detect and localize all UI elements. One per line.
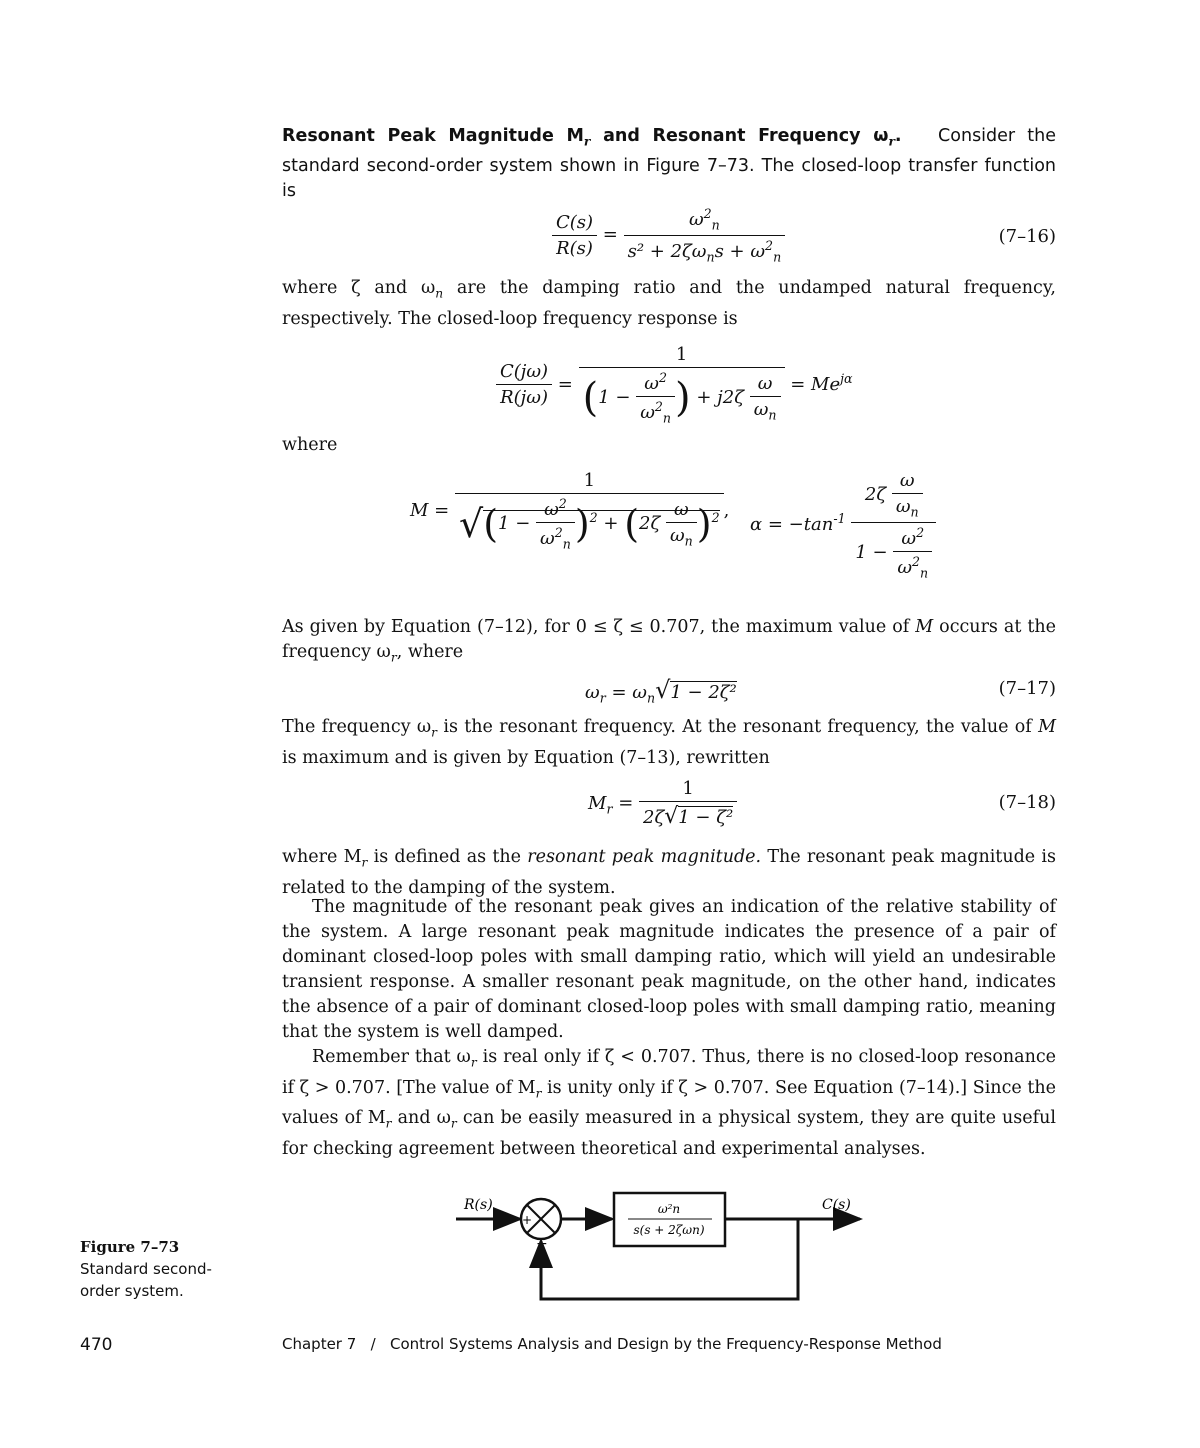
equation-7-18: $M_r$ = $\frac{1}{\text{2ζ√1 − ζ²}}$ bbox=[588, 778, 737, 829]
block-numerator: ω²n bbox=[657, 1202, 681, 1216]
page-number: 470 bbox=[80, 1335, 113, 1355]
paragraph-where: where bbox=[282, 435, 338, 455]
equation-number-7-17: (7–17) bbox=[998, 678, 1056, 699]
intro-text: Consider the standard second-order system shown in Figure 7–73. The closed-loop transfer function is bbox=[282, 126, 1056, 201]
paragraph-resonant-frequency: The frequency $\omega_r$ is the resonant frequency. At the resonant frequency, the value of M is maximum and is given by Equation (7–13), rewritten bbox=[282, 717, 1057, 768]
equation-number-7-16: (7–16) bbox=[998, 226, 1056, 247]
output-label: C(s) bbox=[822, 1197, 851, 1213]
section-heading: Resonant Peak Magnitude $M_r$ and Resonant Frequency $\omega_r$. bbox=[282, 126, 902, 149]
block-diagram bbox=[450, 1185, 880, 1310]
paragraph-resonant-peak: where $M_r$ is defined as the resonant peak magnitude. The resonant peak magnitude is related to the damping of the system. bbox=[282, 847, 1056, 898]
intro-paragraph bbox=[282, 124, 1056, 204]
paragraph-max-value: As given by Equation (7–12), for 0 ≤ ζ ≤ 0.707, the maximum value of M occurs at the frequency $\omega_r$, where bbox=[282, 617, 1056, 665]
equation-7-16: $\frac{C(s)}{R(s)}$ = $\frac{\omega^2_n}{s^2 + 2\zeta\omega_ns + \omega^2_n}$ bbox=[552, 206, 785, 264]
paragraph-damping: where ζ and $\omega_n$ are the damping ratio and the undamped natural frequency, respectively. The closed-loop frequency response is bbox=[282, 278, 1056, 329]
chapter-title: Control Systems Analysis and Design by the Frequency-Response Method bbox=[389, 1335, 942, 1353]
running-footer bbox=[282, 1335, 942, 1353]
figure-caption-text: Standard second-order system. bbox=[80, 1260, 212, 1300]
equation-alpha: $\alpha = -\tan^{-1}$ 2ζ $\frac{\omega}{\omega_n}$ 1 − $\frac{\omega^2}{\omega^2_n}$ bbox=[750, 470, 936, 580]
figure-caption bbox=[80, 1236, 250, 1302]
footer-separator: / bbox=[370, 1335, 376, 1353]
equation-7-17: $\omega_r = \omega_n√1 - 2\zeta^2$ bbox=[585, 676, 737, 706]
equation-frequency-response: $\frac{C(j\omega)}{R(j\omega)}$ = 1 (1 − $\frac{\omega^2}{\omega^2_n}$ ) + j2ζ $\frac{\omega}{\omega_n}$ = $Me^{j\alpha}$ bbox=[496, 344, 853, 426]
paragraph-remember: Remember that $\omega_r$ is real only if ζ < 0.707. Thus, there is no closed-loop resonance if ζ > 0.707. [The value of $M_r$ is unity only if ζ > 0.707. See Equation (7–14).] Since the values of $M_r$ and $\omega_r$ can be easily measured in a physical system, they are quite useful for checking agreement between theoretical and experimental analyses. bbox=[282, 1047, 1056, 1159]
block-denominator: s(s + 2ζωn) bbox=[633, 1223, 705, 1237]
equation-number-7-18: (7–18) bbox=[998, 792, 1056, 813]
plus-sign: + bbox=[522, 1213, 533, 1227]
paragraph-relative-stability: The magnitude of the resonant peak gives an indication of the relative stability of the system. A large resonant peak magnitude indicates the presence of a pair of dominant closed-loop poles with small damping ratio, which will yield an undesirable transient response. A smaller resonant peak magnitude, on the other hand, indicates the absence of a pair of dominant closed-loop poles with small damping ratio, meaning that the system is well damped. bbox=[282, 897, 1056, 1042]
figure-number: Figure 7–73 bbox=[80, 1238, 180, 1256]
equation-magnitude-phase: M = 1 √(1 − $\frac{\omega^2}{\omega^2_n}$ )$^2$ + (2ζ $\frac{\omega}{\omega_n}$ )$^2$ , bbox=[410, 470, 730, 552]
chapter-label: Chapter 7 bbox=[282, 1335, 357, 1353]
minus-sign: − bbox=[536, 1236, 548, 1252]
input-label: R(s) bbox=[464, 1197, 493, 1213]
